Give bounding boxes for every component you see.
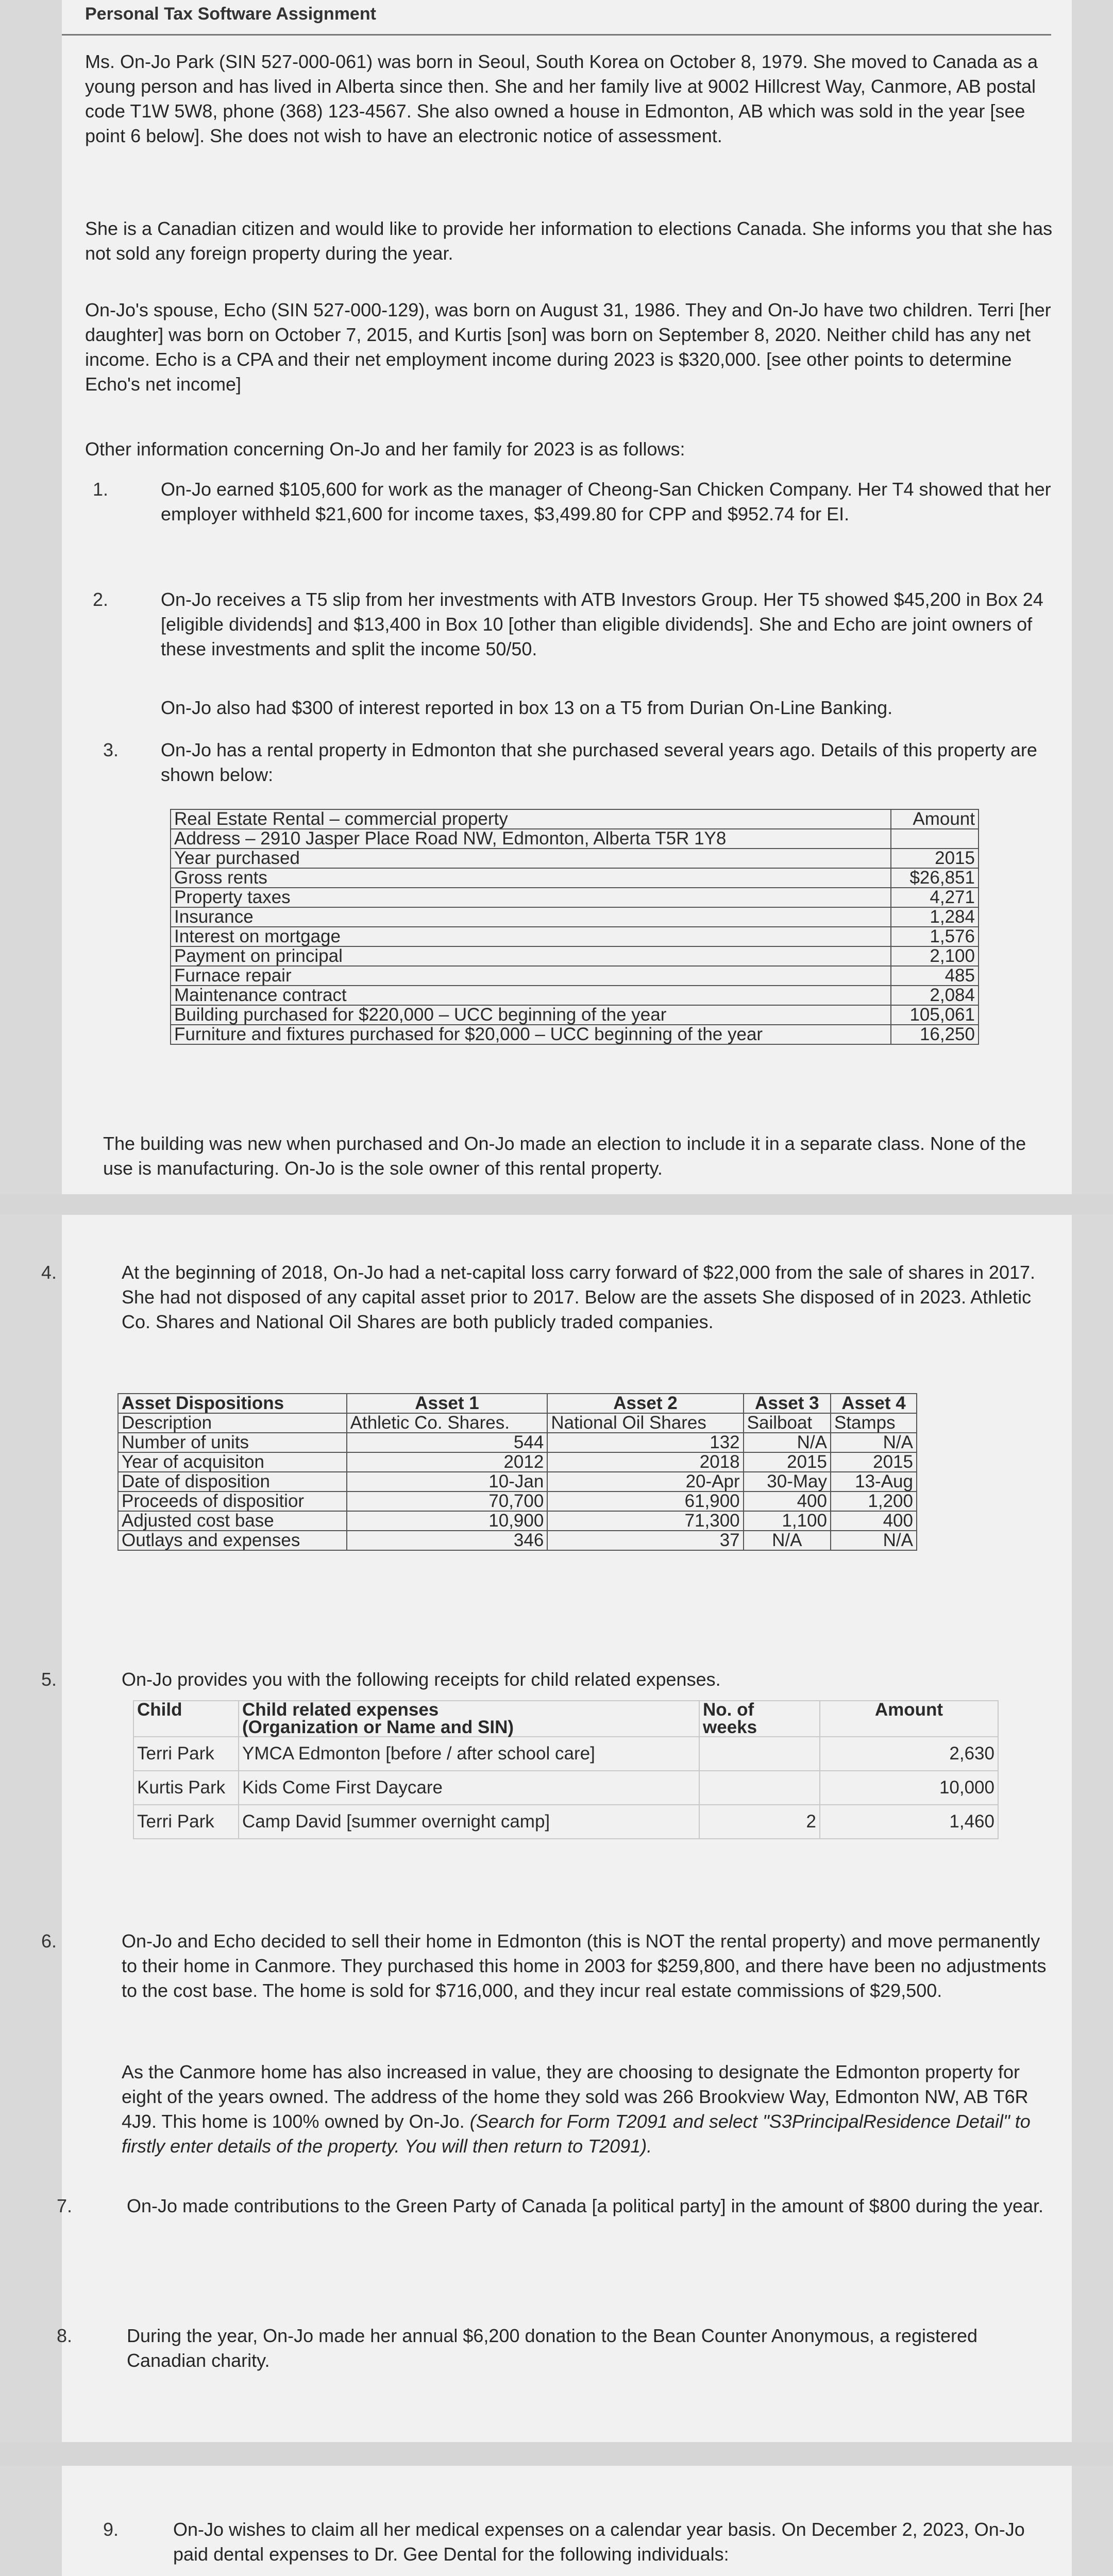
table-row [171,868,979,888]
title-divider [62,34,1051,36]
table-cell: Description [118,1413,347,1433]
item-6-designation-text [122,2060,1049,2159]
table-row [118,1511,917,1531]
table-row [118,1394,917,1413]
header-line: Child related expenses [242,1700,439,1720]
table-cell: Outlays and expenses [118,1531,347,1550]
item-number: 3. [103,739,119,760]
intro-paragraph-4: Other information concerning On-Jo and her family for 2023 is as follows: [85,438,685,460]
table-row [118,1472,917,1492]
table-cell: 16,250 [891,1025,979,1044]
table-cell: 13-Aug [831,1472,917,1492]
table-row [118,1452,917,1472]
table-header-cell: Asset 1 [347,1394,548,1413]
table-row [133,1701,998,1737]
table-header-cell [699,1701,820,1737]
table-cell: 1,460 [820,1805,998,1839]
table-cell: 10-Jan [347,1472,548,1492]
item-1-text: On-Jo earned $105,600 for work as the manager of Cheong-San Chicken Company. Her T4 showed that her employer withheld $21,600 for income taxes, $3,499.80 for CPP and $952.74 for EI. [161,479,1051,524]
table-cell: Interest on mortgage [171,927,891,946]
table-cell: Kids Come First Daycare [239,1771,699,1805]
table-cell: Proceeds of dispositior [118,1492,347,1511]
table-cell: 2 [699,1805,820,1839]
table-cell: Furniture and fixtures purchased for $20,000 – UCC beginning of the year [171,1025,891,1044]
table-header-cell: Asset Dispositions [118,1394,347,1413]
table-cell: 10,000 [820,1771,998,1805]
table-header-cell: Asset 2 [547,1394,743,1413]
table-row [118,1531,917,1550]
table-cell: N/A [744,1433,831,1452]
table-cell: Property taxes [171,888,891,907]
table-cell: Date of disposition [118,1472,347,1492]
table-header-cell: Amount [820,1701,998,1737]
table-header-cell: Asset 4 [831,1394,917,1413]
table-cell: 346 [347,1531,548,1550]
table-cell: 10,900 [347,1511,548,1531]
table-row [133,1771,998,1805]
table-cell [891,829,979,849]
table-cell: 1,576 [891,927,979,946]
table-cell: 2,630 [820,1737,998,1771]
table-cell: Maintenance contract [171,986,891,1005]
table-cell: 1,100 [744,1511,831,1531]
table-cell: 105,061 [891,1005,979,1025]
table-cell: Year of acquisiton [118,1452,347,1472]
table-cell: 132 [547,1433,743,1452]
table-cell: 1,284 [891,907,979,927]
table-header-cell: Asset 3 [744,1394,831,1413]
table-cell: Furnace repair [171,966,891,986]
table-cell: 400 [744,1492,831,1511]
table-cell: 1,200 [831,1492,917,1511]
table-cell: 2015 [891,849,979,868]
table-row [171,829,979,849]
table-cell: 2015 [744,1452,831,1472]
table-cell: 71,300 [547,1511,743,1531]
table-cell: Terri Park [133,1805,239,1839]
table-cell: Building purchased for $220,000 – UCC beginning of the year [171,1005,891,1025]
table-cell: 30-May [744,1472,831,1492]
table-cell: YMCA Edmonton [before / after school care] [239,1737,699,1771]
item-3-text: On-Jo has a rental property in Edmonton that she purchased several years ago. Details of this property are shown below: [161,739,1037,785]
table-cell: 20-Apr [547,1472,743,1492]
page-separator [0,2442,1113,2466]
table-cell: National Oil Shares [547,1413,743,1433]
table-cell: 4,271 [891,888,979,907]
intro-paragraph-1: Ms. On-Jo Park (SIN 527-000-061) was born in Seoul, South Korea on October 8, 1979. She moved to Canada as a young person and has lived in Alberta since then. She and her family live at 9002 Hillcrest Way, Canmore, AB postal code T1W 5W8, phone (368) 123-4567. She also owned a house in Edmonton, AB which was sold in the year [see point 6 below]. She does not wish to have an electronic notice of assessment. [85,51,1038,146]
item-6-text: On-Jo and Echo decided to sell their home in Edmonton (this is NOT the rental property) and move permanently to their home in Canmore. They purchased this home in 2003 for $259,800, and there have been no adjustments to the cost base. The home is sold for $716,000, and they incur real estate commissions of $29,500. [122,1930,1047,2001]
table-row [171,986,979,1005]
table-cell: Kurtis Park [133,1771,239,1805]
table-cell: 485 [891,966,979,986]
table-cell: Terri Park [133,1737,239,1771]
table-cell: Payment on principal [171,946,891,966]
table-cell: N/A [744,1531,831,1550]
item-9-text: On-Jo wishes to claim all her medical expenses on a calendar year basis. On December 2, 2023, On-Jo paid dental expenses to Dr. Gee Dental for the following individuals: [173,2519,1025,2565]
table-header-cell [239,1701,699,1737]
table-row [118,1492,917,1511]
item-number: 5. [41,1669,57,1690]
asset-dispositions-table [117,1393,917,1551]
table-row [118,1413,917,1433]
table-header-cell: Child [133,1701,239,1737]
table-row [171,927,979,946]
table-cell: $26,851 [891,868,979,888]
table-row [171,946,979,966]
table-cell: Year purchased [171,849,891,868]
table-cell: Adjusted cost base [118,1511,347,1531]
item-number: 6. [41,1930,57,1952]
table-row [171,888,979,907]
item-number: 8. [57,2325,73,2346]
table-row [171,1005,979,1025]
table-cell: Number of units [118,1433,347,1452]
table-cell: 70,700 [347,1492,548,1511]
item-6-designation: As the Canmore home has also increased in value, they are choosing to designate the Edmonton property for eight of the years owned. The address of the home they sold was 266 Brookview Way, Edmonton NW, AB T6R 4J9. This home is 100% owned by On-Jo. [122,2061,1028,2132]
table-cell [699,1771,820,1805]
item-number: 9. [103,2519,119,2540]
document-title: Personal Tax Software Assignment [85,4,376,24]
item-number: 1. [93,479,109,500]
table-cell: 400 [831,1511,917,1531]
table-row [171,1025,979,1044]
table-cell: 2,084 [891,986,979,1005]
table-header-cell: Amount [891,809,979,829]
table-cell: N/A [831,1433,917,1452]
intro-paragraph-3: On-Jo's spouse, Echo (SIN 527-000-129), was born on August 31, 1986. They and On-Jo have two children. Terri [her daughter] was born on October 7, 2015, and Kurtis [son] was born on September 8, 2020. Neither child has any net income. Echo is a CPA and their net employment income during 2023 is $320,000. [see other points to determine Echo's net income] [85,299,1051,395]
table-header-cell: Real Estate Rental – commercial property [171,809,891,829]
item-3-note: The building was new when purchased and On-Jo made an election to include it in a separate class. None of the use is manufacturing. On-Jo is the sole owner of this rental property. [103,1133,1026,1179]
table-cell: 2015 [831,1452,917,1472]
item-8-text: During the year, On-Jo made her annual $6,200 donation to the Bean Counter Anonymous, a registered Canadian charity. [127,2325,978,2371]
item-number: 2. [93,589,109,610]
table-cell: Athletic Co. Shares. [347,1413,548,1433]
table-row [133,1737,998,1771]
table-row [171,809,979,829]
intro-paragraph-2: She is a Canadian citizen and would like to provide her information to elections Canada. She informs you that she has not sold any foreign property during the year. [85,218,1053,264]
table-cell: 544 [347,1433,548,1452]
table-cell: 2,100 [891,946,979,966]
item-number: 4. [41,1262,57,1283]
item-2-interest-text: On-Jo also had $300 of interest reported in box 13 on a T5 from Durian On-Line Banking. [161,697,893,718]
table-cell: Insurance [171,907,891,927]
page-separator [0,1194,1113,1215]
header-line: No. of [703,1700,754,1720]
item-4-text: At the beginning of 2018, On-Jo had a net-capital loss carry forward of $22,000 from the sale of shares in 2017. She had not disposed of any capital asset prior to 2017. Below are the assets She disposed of in 2023. Athletic Co. Shares and National Oil Shares are both publicly traded companies. [122,1262,1036,1332]
table-cell [699,1737,820,1771]
table-row [133,1805,998,1839]
table-row [171,966,979,986]
table-cell: Gross rents [171,868,891,888]
table-cell: 37 [547,1531,743,1550]
table-cell: 2018 [547,1452,743,1472]
table-cell: Address – 2910 Jasper Place Road NW, Edmonton, Alberta T5R 1Y8 [171,829,891,849]
item-7-text: On-Jo made contributions to the Green Party of Canada [a political party] in the amount of $800 during the year. [127,2195,1044,2216]
table-cell: N/A [831,1531,917,1550]
header-line: (Organization or Name and SIN) [242,1717,514,1737]
table-cell: Stamps [831,1413,917,1433]
child-expenses-table [133,1700,999,1839]
table-row [171,907,979,927]
item-2-text: On-Jo receives a T5 slip from her investments with ATB Investors Group. Her T5 showed $45,200 in Box 24 [eligible dividends] and $13,400 in Box 10 [other than eligible dividends]. She and Echo are joint owners of these investments and split the income 50/50. [161,589,1043,659]
table-cell: Sailboat [744,1413,831,1433]
item-number: 7. [57,2195,73,2216]
table-row [171,849,979,868]
header-line: weeks [703,1717,757,1737]
item-5-text: On-Jo provides you with the following receipts for child related expenses. [122,1669,721,1690]
table-cell: 61,900 [547,1492,743,1511]
rental-property-table [170,809,979,1045]
table-cell: 2012 [347,1452,548,1472]
table-cell: Camp David [summer overnight camp] [239,1805,699,1839]
table-row [118,1433,917,1452]
item-6-software-tip: (Search for Form T2091 and select "S3PrincipalResidence Detail" to firstly enter details of the property. You will then return to T2091). [122,2111,1031,2157]
